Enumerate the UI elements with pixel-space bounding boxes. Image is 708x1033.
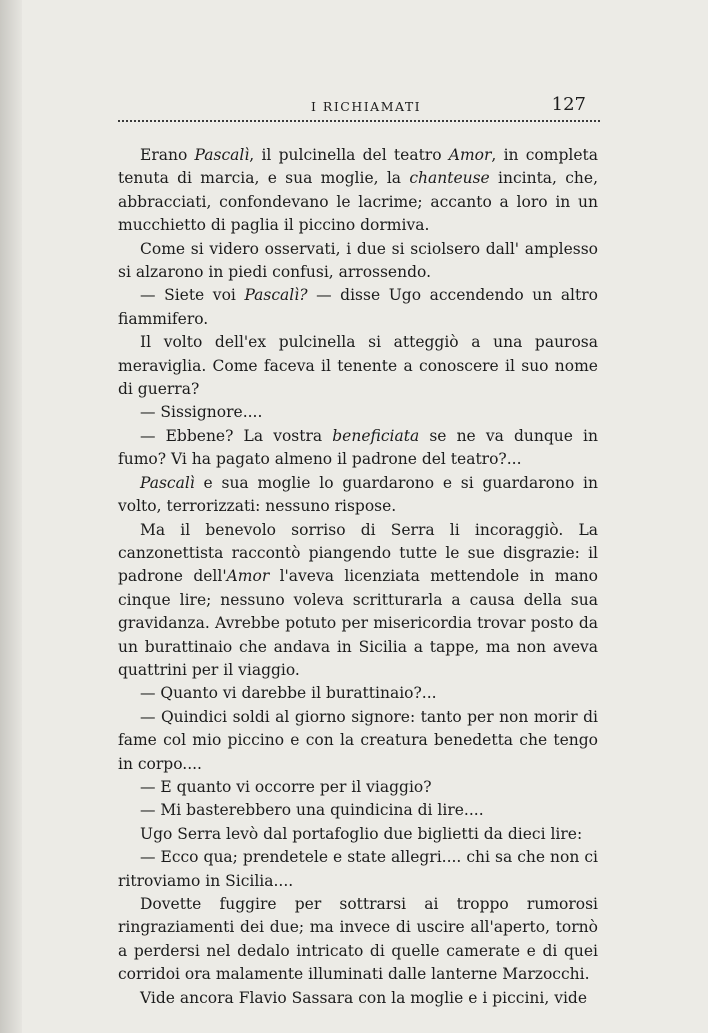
paragraph: — Mi basterebbero una quindicina di lire.... (140, 801, 484, 820)
running-header (118, 96, 600, 118)
paragraph: Vide ancora Flavio Sassara con la moglie e i piccini, vide (140, 988, 588, 1007)
italic-text: Amor (226, 567, 270, 586)
italic-text: Pascalì (194, 146, 250, 164)
running-title: I RICHIAMATI (311, 99, 422, 114)
paragraph: Ugo Serra levò dal portafoglio due biglietti da dieci lire: (140, 824, 583, 843)
paragraph: Erano Pascalì, il pulcinella del teatro Amor, in completa tenuta di marcia, e sua moglie, la chanteuse incinta, che, abbracciati, confondevano le lacrime; accanto a loro in un mucchietto di paglia il piccino dormiva. (118, 146, 599, 235)
paragraph: Il volto dell'ex pulcinella si atteggiò a una paurosa meraviglia. Come faceva il tenente a conoscere il suo nome di guerra? (118, 333, 598, 399)
italic-text: Amor (448, 146, 492, 164)
paragraph: — Sissignore.... (140, 403, 263, 422)
paragraph: — E quanto vi occorre per il viaggio? (140, 777, 432, 796)
paragraph: — Ecco qua; prendetele e state allegri.... chi sa che non ci ritroviamo in Sicilia.... (118, 848, 598, 890)
body-text (118, 144, 598, 1010)
paragraph: Ma il benevolo sorriso di Serra li incoraggiò. La canzonettista raccontò piangendo tutte le sue disgrazie: il padrone dell'Amor l'aveva licenziata mettendole in mano cinque lire; nessuno voleva scritturarla a causa della sua gravidanza. Avrebbe potuto per misericordia trovar posto da un burattinaio che andava in Sicilia a tappe, ma non aveva quattrini per il viaggio. (118, 520, 599, 679)
header-dotted-rule (118, 120, 600, 122)
paragraph: Come si videro osservati, i due si sciolsero dall' amplesso si alzarono in piedi confusi, arrossendo. (118, 239, 598, 282)
paragraph: — Ebbene? La vostra beneficiata se ne va dunque in fumo? Vi ha pagato almeno il padrone del teatro?... (118, 426, 598, 469)
paragraph: — Siete voi Pascalì? — disse Ugo accendendo un altro fiammifero. (118, 286, 598, 328)
paragraph: Pascalì e sua moglie lo guardarono e si guardarono in volto, terrorizzati: nessuno rispose. (118, 473, 598, 516)
page-binding-edge (0, 0, 22, 1033)
paragraph: — Quindici soldi al giorno signore: tanto per non morir di fame col mio piccino e con la creatura benedetta che tengo in corpo.... (118, 707, 598, 773)
italic-text: beneficiata (332, 426, 420, 445)
paragraph: Dovette fuggire per sottrarsi ai troppo rumorosi ringraziamenti dei due; ma invece di uscire all'aperto, tornò a perdersi nel dedalo intricato di quelle camerate e di quei corridoi ora malamente illuminati dalle lanterne Marzocchi. (118, 895, 598, 984)
italic-text: Pascalì? (244, 286, 308, 305)
italic-text: Pascalì (140, 473, 195, 492)
italic-text: chanteuse (409, 169, 490, 188)
paragraph: — Quanto vi darebbe il burattinaio?... (140, 684, 437, 703)
page-number: 127 (551, 94, 586, 115)
